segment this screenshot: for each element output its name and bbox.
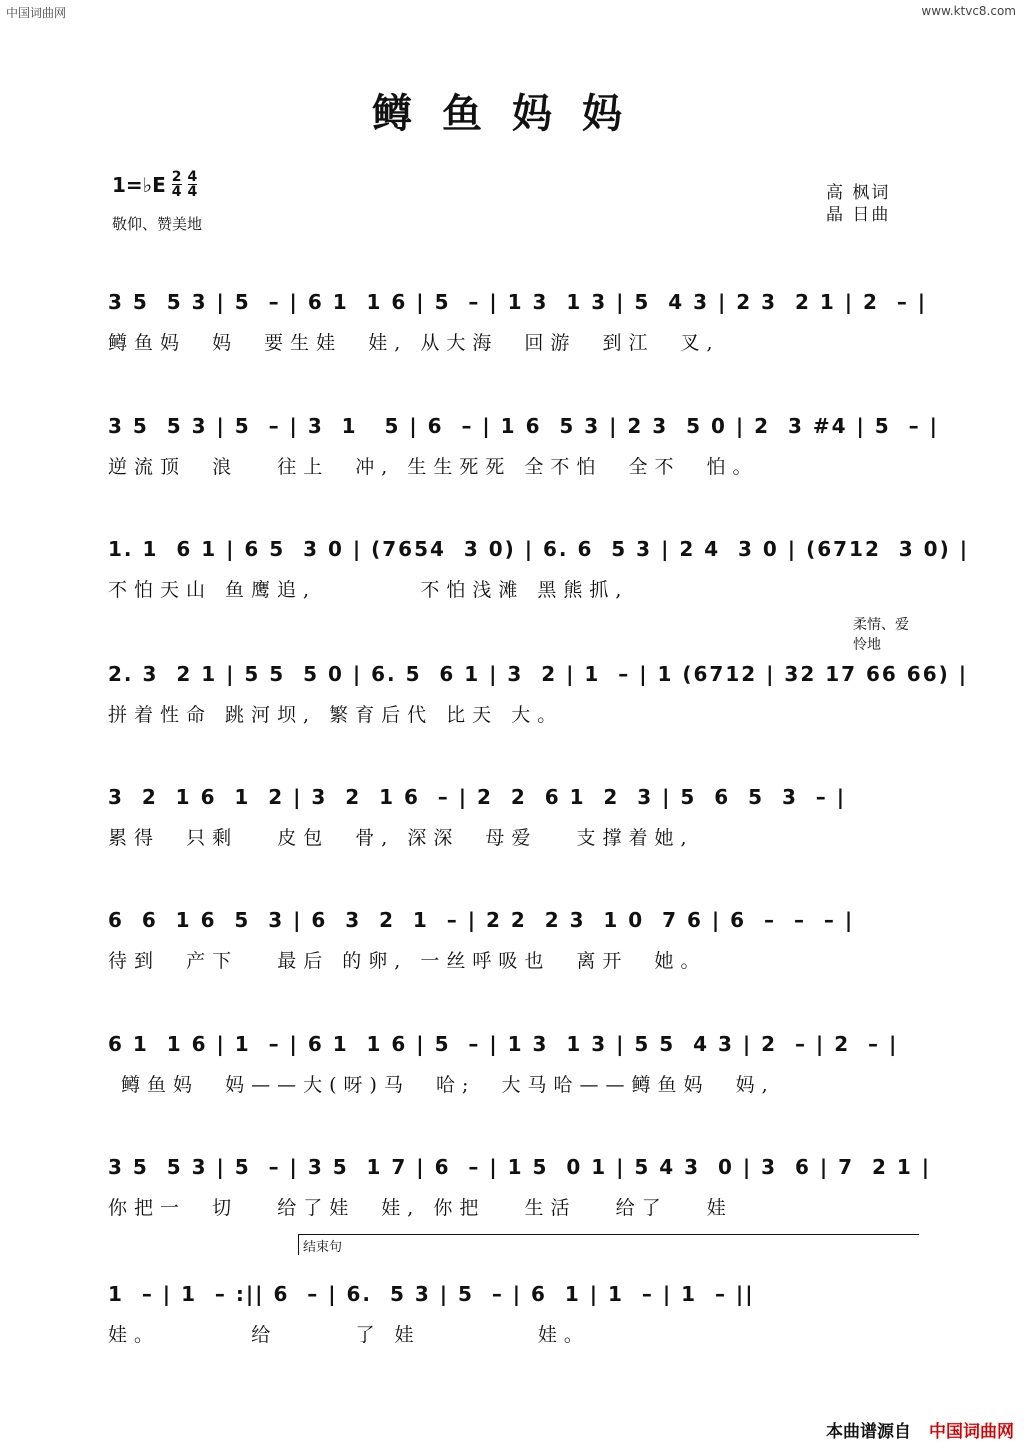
lyrics-line-6: 待到 产下 最后 的卵, 一丝呼吸也 离开 她。 <box>108 950 707 972</box>
lyrics-line-9: 娃。 给 了 娃 娃。 <box>108 1324 590 1346</box>
notes-line-1: 3 5 5 3 | 5 – | 6 1 1 6 | 5 – | 1 3 1 3 | 5 4 3 | 2 3 2 1 | 2 – | <box>108 290 928 314</box>
notes-line-9: 1 – | 1 – :|| 6 – | 6. 5 3 | 5 – | 6 1 | 1 – | 1 – || <box>108 1282 755 1306</box>
ending-label: 结束句 <box>303 1240 343 1255</box>
composer-credit: 晶 日曲 <box>826 205 891 225</box>
notes-line-8: 3 5 5 3 | 5 – | 3 5 1 7 | 6 – | 1 5 0 1 | 5 4 3 0 | 3 6 | 7 2 1 | <box>108 1155 932 1179</box>
tempo-marking: 敬仰、赞美地 <box>112 215 203 233</box>
lyrics-line-8: 你把一 切 给了娃 娃, 你把 生活 给了 娃 <box>108 1197 733 1219</box>
notes-line-6: 6 6 1 6 5 3 | 6 3 2 1 – | 2 2 2 3 1 0 7 6 | 6 – – – | <box>108 908 855 932</box>
footer-brand[interactable]: 中国词曲网 <box>929 1422 1014 1442</box>
key-label: 1=♭E <box>112 172 166 197</box>
footer-source-text: 本曲谱源自 <box>826 1422 911 1442</box>
lyrics-line-2: 逆流顶 浪 往上 冲, 生生死死 全不怕 全不 怕。 <box>108 456 759 478</box>
lyrics-line-3: 不怕天山 鱼鹰追, 不怕浅滩 黑熊抓, <box>108 579 629 601</box>
site-name-left: 中国词曲网 <box>6 6 67 20</box>
footer-source <box>826 1417 1014 1442</box>
notes-line-2: 3 5 5 3 | 5 – | 3 1 5 | 6 – | 1 6 5 3 | 2 3 5 0 | 2 3 #4 | 5 – | <box>108 414 939 438</box>
song-title: 鳟鱼妈妈 <box>372 90 652 137</box>
notes-line-4: 2. 3 2 1 | 5 5 5 0 | 6. 5 6 1 | 3 2 | 1 – | 1 (6712 | 32 17 66 66) | <box>108 662 969 686</box>
lyrics-line-1: 鳟鱼妈 妈 要生娃 娃, 从大海 回游 到江 叉, <box>108 332 720 354</box>
key-signature <box>112 170 197 199</box>
time-signature-1: $\frac{2}{4}$ <box>171 169 182 200</box>
site-url: www.ktvc8.com <box>921 4 1016 18</box>
lyrics-line-4: 拼着性命 跳河坝, 繁育后代 比天 大。 <box>108 704 564 726</box>
expression-marking: 柔情、爱怜地 <box>853 617 909 653</box>
notes-line-7: 6 1 1 6 | 1 – | 6 1 1 6 | 5 – | 1 3 1 3 | 5 5 4 3 | 2 – | 2 – | <box>108 1032 899 1056</box>
lyrics-line-7: 鳟鱼妈 妈——大(呀)马 哈; 大马哈——鳟鱼妈 妈, <box>108 1074 775 1096</box>
lyricist-credit: 高 枫词 <box>826 183 891 203</box>
time-signature-2: $\frac{4}{4}$ <box>187 169 198 200</box>
lyrics-line-5: 累得 只剩 皮包 骨, 深深 母爱 支撑着她, <box>108 827 694 849</box>
notes-line-5: 3 2 1 6 1 2 | 3 2 1 6 – | 2 2 6 1 2 3 | 5 6 5 3 – | <box>108 785 847 809</box>
ending-bracket <box>298 1234 919 1255</box>
notes-line-3: 1. 1 6 1 | 6 5 3 0 | (7654 3 0) | 6. 6 5 3 | 2 4 3 0 | (6712 3 0) | <box>108 537 970 561</box>
